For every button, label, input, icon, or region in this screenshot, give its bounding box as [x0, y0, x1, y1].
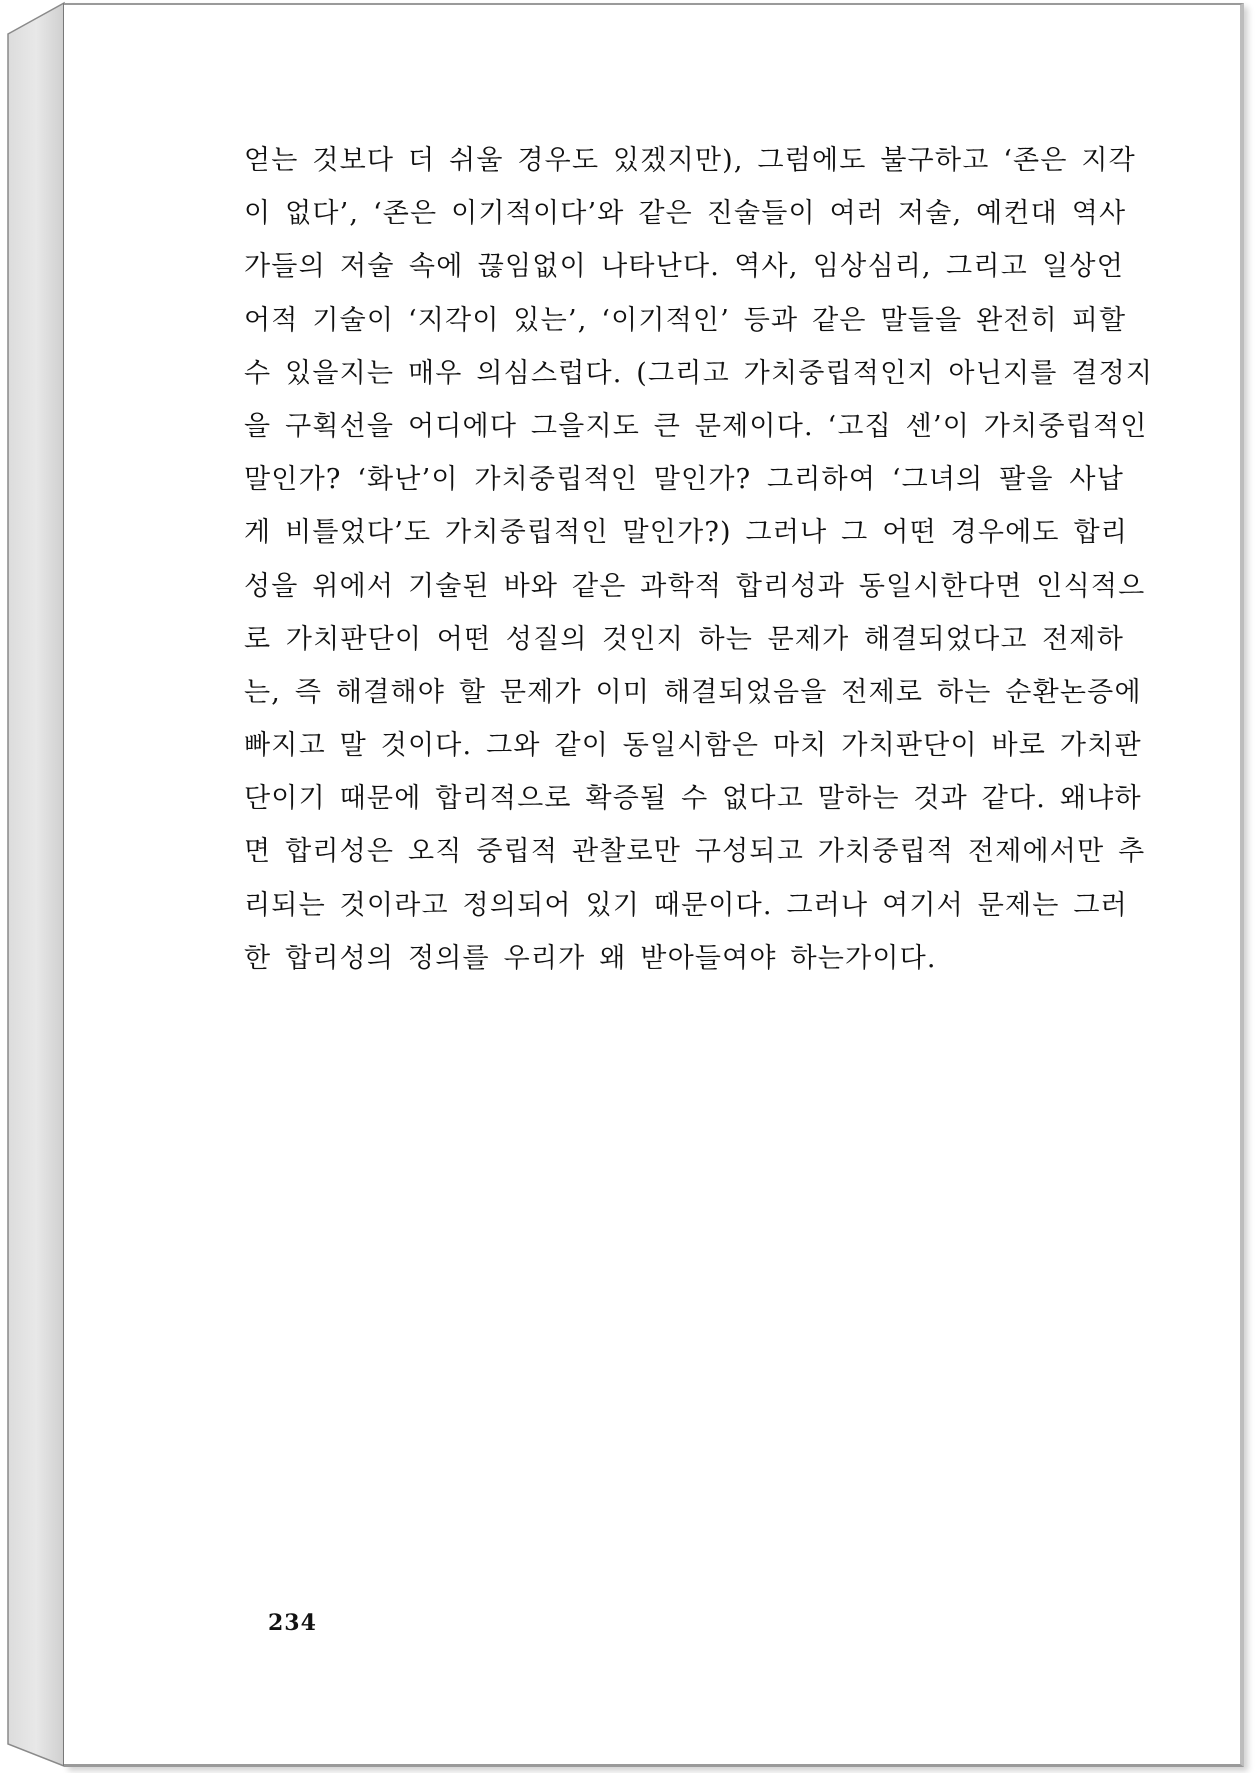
- text-line: 게 비틀었다’도 가치중립적인 말인가?) 그러나 그 어떤 경우에도 합리: [244, 517, 1129, 549]
- page-number: 234: [268, 1610, 317, 1636]
- text-line: 는, 즉 해결해야 할 문제가 이미 해결되었음을 전제로 하는 순환논증에: [244, 676, 1142, 708]
- text-line: 가들의 저술 속에 끊임없이 나타난다. 역사, 임상심리, 그리고 일상언: [244, 251, 1124, 283]
- text-line: 로 가치판단이 어떤 성질의 것인지 하는 문제가 해결되었다고 전제하: [244, 623, 1124, 655]
- text-line: 얻는 것보다 더 쉬울 경우도 있겠지만), 그럼에도 불구하고 ‘존은 지각: [244, 145, 1136, 176]
- text-line: 단이기 때문에 합리적으로 확증될 수 없다고 말하는 것과 같다. 왜냐하: [244, 783, 1142, 815]
- body-text: [244, 134, 1154, 985]
- text-line: 수 있을지는 매우 의심스럽다. (그리고 가치중립적인지 아닌지를 결정지: [244, 357, 1154, 389]
- text-line: 이 없다’, ‘존은 이기적이다’와 같은 진술들이 여러 저술, 예컨대 역사: [244, 198, 1127, 230]
- text-line: 리되는 것이라고 정의되어 있기 때문이다. 그러나 여기서 문제는 그러: [244, 889, 1128, 921]
- text-line: 말인가? ‘화난’이 가치중립적인 말인가? 그리하여 ‘그녀의 팔을 사납: [244, 464, 1124, 496]
- text-line: 을 구획선을 어디에다 그을지도 큰 문제이다. ‘고집 센’이 가치중립적인: [244, 410, 1148, 442]
- text-line: 어적 기술이 ‘지각이 있는’, ‘이기적인’ 등과 같은 말들을 완전히 피할: [244, 304, 1127, 336]
- text-line: 성을 위에서 기술된 바와 같은 과학적 합리성과 동일시한다면 인식적으: [244, 570, 1146, 602]
- text-line: 면 합리성은 오직 중립적 관찰로만 구성되고 가치중립적 전제에서만 추: [244, 836, 1146, 868]
- text-line-last: 한 합리성의 정의를 우리가 왜 받아들여야 하는가이다.: [244, 942, 937, 974]
- text-line: 빠지고 말 것이다. 그와 같이 동일시함은 마치 가치판단이 바로 가치판: [244, 730, 1142, 762]
